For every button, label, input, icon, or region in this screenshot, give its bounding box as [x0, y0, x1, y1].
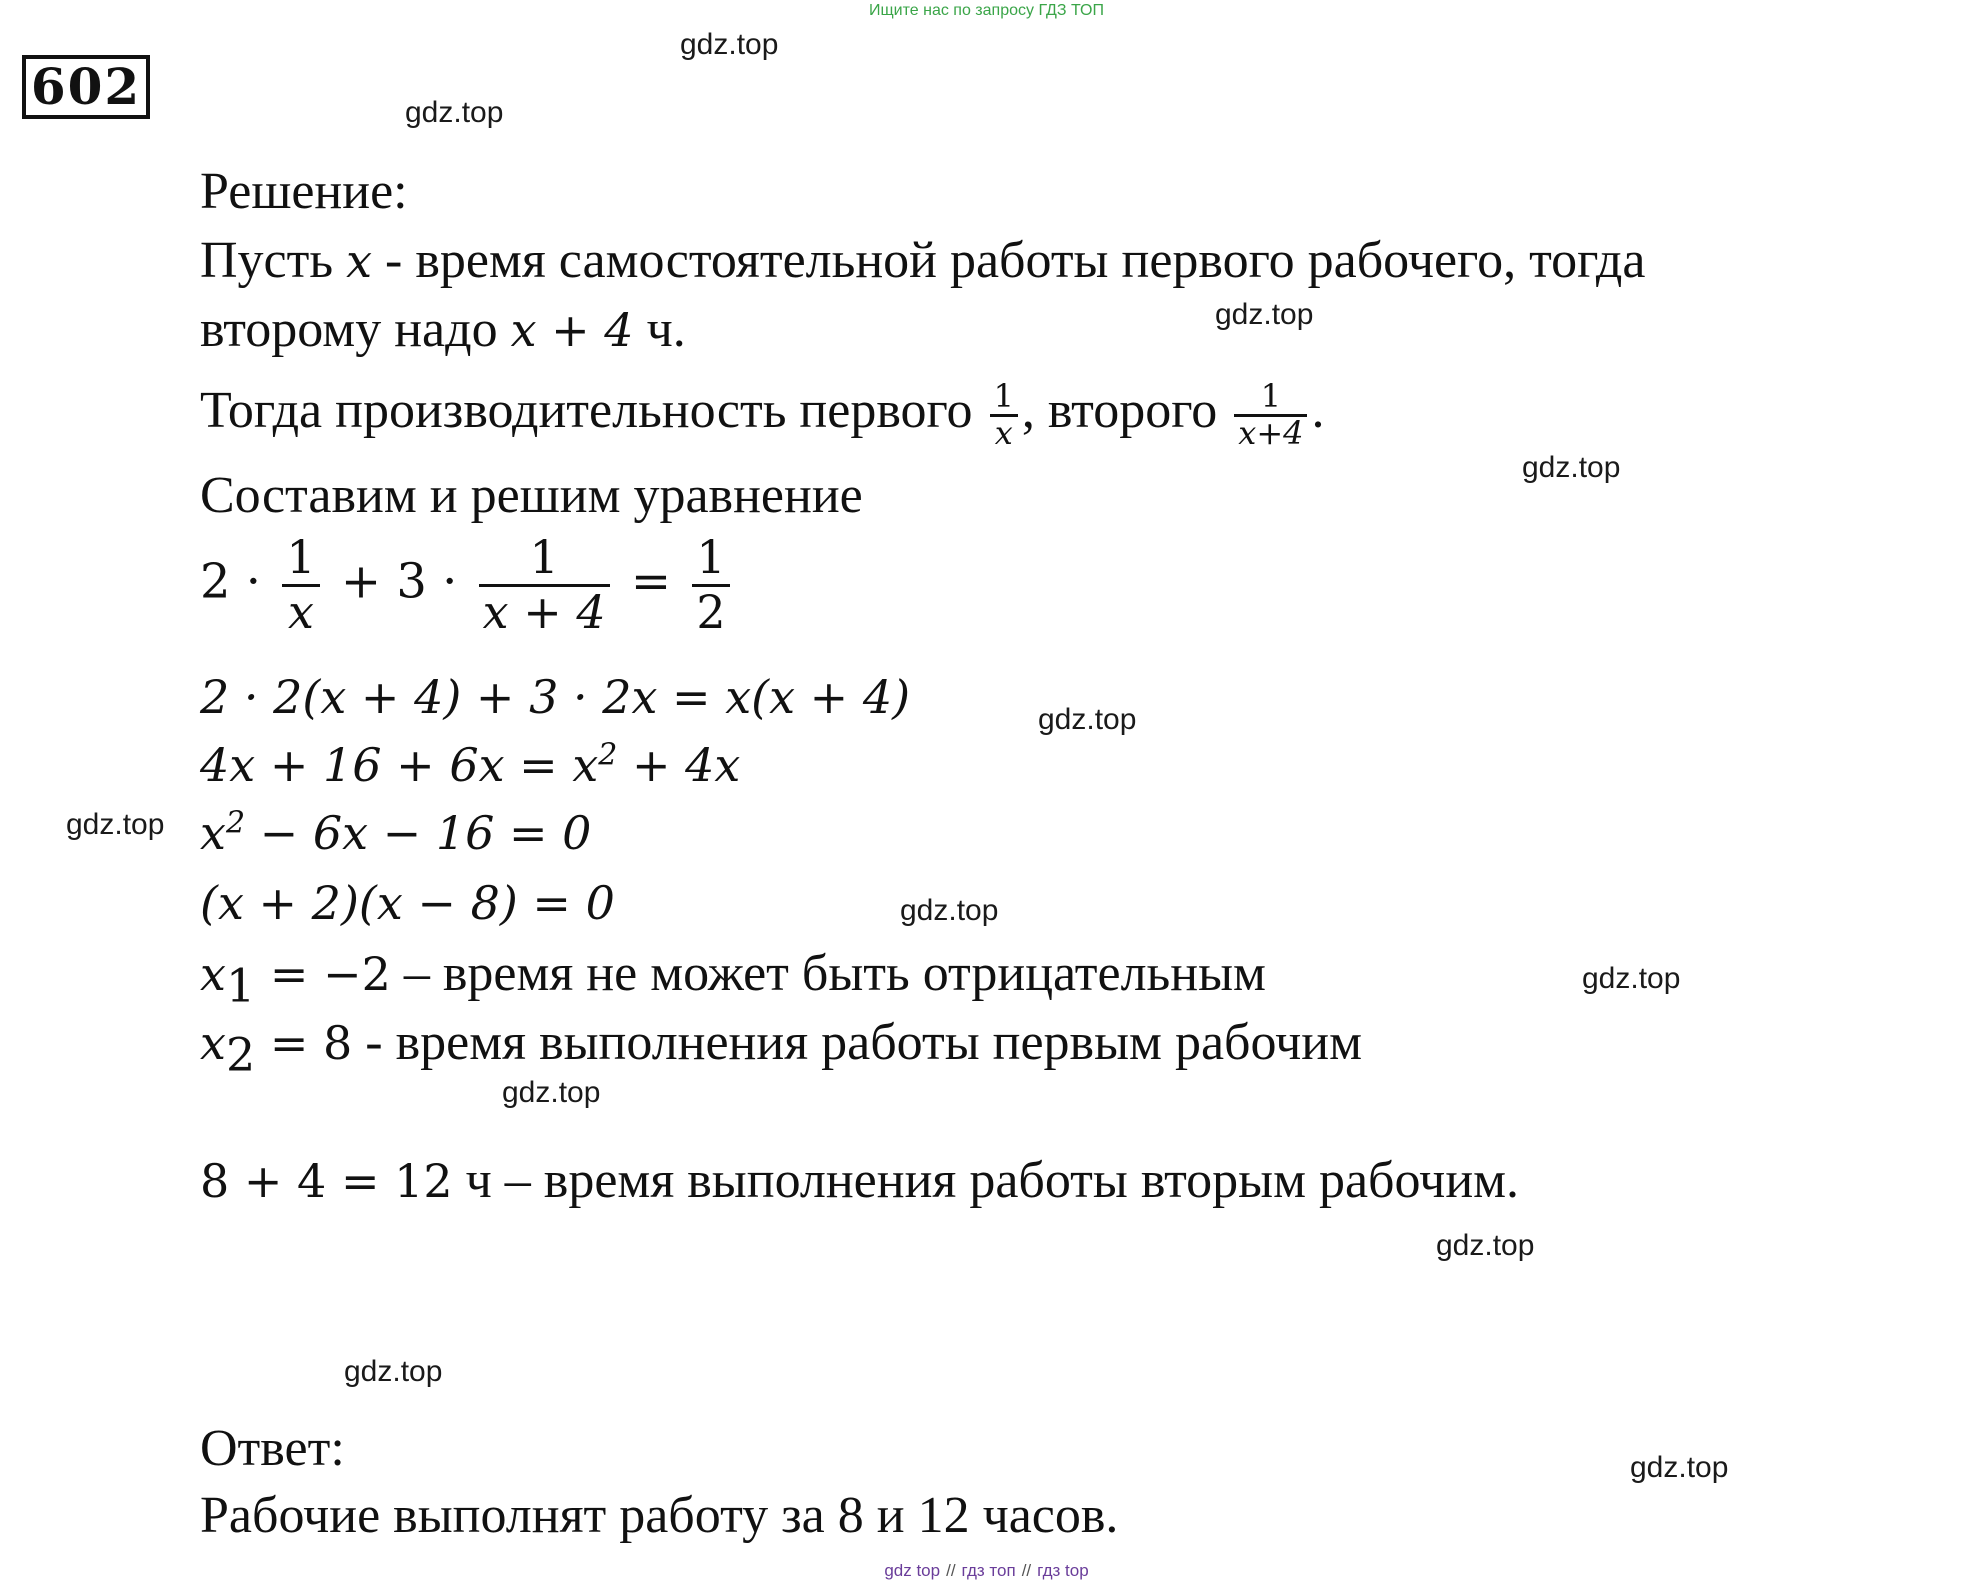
solution-line-2 — [200, 301, 686, 358]
watermark-10: gdz.top — [1436, 1229, 1535, 1262]
fraction-num: 1 — [692, 532, 729, 587]
equation-4 — [200, 805, 592, 860]
problem-number: 602 — [22, 55, 150, 119]
watermark-3: gdz.top — [1215, 298, 1314, 331]
footer-link-2[interactable]: гдз топ — [961, 1561, 1016, 1580]
fraction-den: x — [287, 584, 314, 639]
watermark-7: gdz.top — [900, 894, 999, 927]
equation-3 — [200, 737, 741, 792]
text: второму надо — [200, 301, 511, 358]
text: 4x + 16 + 6x = x — [200, 738, 599, 792]
fraction-den: x — [994, 413, 1013, 452]
fraction-num: 1 — [479, 532, 610, 587]
text: = — [615, 553, 687, 610]
text: . — [1311, 382, 1325, 440]
watermark-12: gdz.top — [1630, 1451, 1729, 1484]
solution-line-4: Составим и решим уравнение — [200, 467, 863, 524]
text: ч. — [633, 301, 686, 358]
text: – время не может быть отрицательным — [390, 945, 1266, 1002]
subscript: 2 — [225, 1027, 256, 1082]
fraction-eq-1 — [282, 532, 319, 638]
watermark-2: gdz.top — [405, 96, 504, 129]
footer-separator: // — [1021, 1561, 1032, 1580]
text: , второго — [1021, 382, 1231, 440]
text: + 3 · — [325, 553, 473, 610]
equation-8 — [200, 1152, 1520, 1209]
fraction-den: 2 — [696, 584, 726, 639]
equation-2: 2 · 2(x + 4) + 3 · 2x = x(x + 4) — [200, 670, 911, 724]
fraction-2 — [1234, 377, 1307, 452]
solution-line-3 — [200, 377, 1325, 452]
fraction-num: 1 — [1234, 380, 1307, 417]
watermark-5: gdz.top — [1038, 703, 1137, 736]
fraction-1 — [990, 377, 1018, 452]
text: − 6x − 16 = 0 — [245, 806, 592, 860]
watermark-6: gdz.top — [66, 808, 165, 841]
watermark-8: gdz.top — [1582, 962, 1681, 995]
footer-link-3[interactable]: гдз top — [1037, 1561, 1089, 1580]
text: Тогда производительность первого — [200, 382, 986, 440]
watermark-11: gdz.top — [344, 1355, 443, 1388]
text: x — [200, 806, 226, 860]
variable-x: x — [346, 234, 373, 288]
variable: x — [200, 947, 226, 1001]
watermark-9: gdz.top — [502, 1076, 601, 1109]
equation-6 — [200, 945, 1266, 1013]
text: = −2 — [255, 947, 391, 1001]
footer — [0, 1561, 1973, 1581]
exponent: 2 — [225, 805, 246, 841]
variable: x — [200, 1016, 226, 1070]
solution-heading: Решение: — [200, 163, 408, 220]
exponent: 2 — [598, 737, 618, 773]
expr: x + 4 — [510, 303, 634, 357]
fraction-den: x + 4 — [482, 584, 606, 639]
fraction-den: x+4 — [1238, 413, 1304, 452]
equation-1 — [200, 532, 736, 638]
text: ч – время выполнения работы вторым рабочим. — [452, 1152, 1520, 1209]
text: - время самостоятельной работы первого рабочего, тогда — [372, 232, 1646, 289]
text: 8 + 4 = 12 — [200, 1154, 453, 1208]
text: - время выполнения работы первым рабочим — [352, 1014, 1363, 1071]
text: 2 · — [200, 553, 277, 610]
watermark-4: gdz.top — [1522, 451, 1621, 484]
fraction-eq-2 — [479, 532, 610, 638]
equation-5: (x + 2)(x − 8) = 0 — [200, 876, 615, 930]
answer-heading: Ответ: — [200, 1420, 345, 1477]
equation-7 — [200, 1014, 1363, 1082]
subscript: 1 — [225, 958, 256, 1013]
fraction-eq-3 — [692, 532, 729, 638]
top-banner: Ищите нас по запросу ГДЗ ТОП — [869, 2, 1104, 19]
footer-separator: // — [946, 1561, 956, 1580]
solution-line-1 — [200, 232, 1646, 289]
answer-text: Рабочие выполнят работу за 8 и 12 часов. — [200, 1487, 1119, 1544]
watermark-1: gdz.top — [680, 28, 779, 61]
fraction-num: 1 — [282, 532, 319, 587]
text: + 4x — [617, 738, 741, 792]
text: Пусть — [200, 232, 347, 289]
footer-link-1[interactable]: gdz top — [884, 1561, 941, 1580]
text: = 8 — [255, 1016, 353, 1070]
fraction-num: 1 — [990, 380, 1018, 417]
